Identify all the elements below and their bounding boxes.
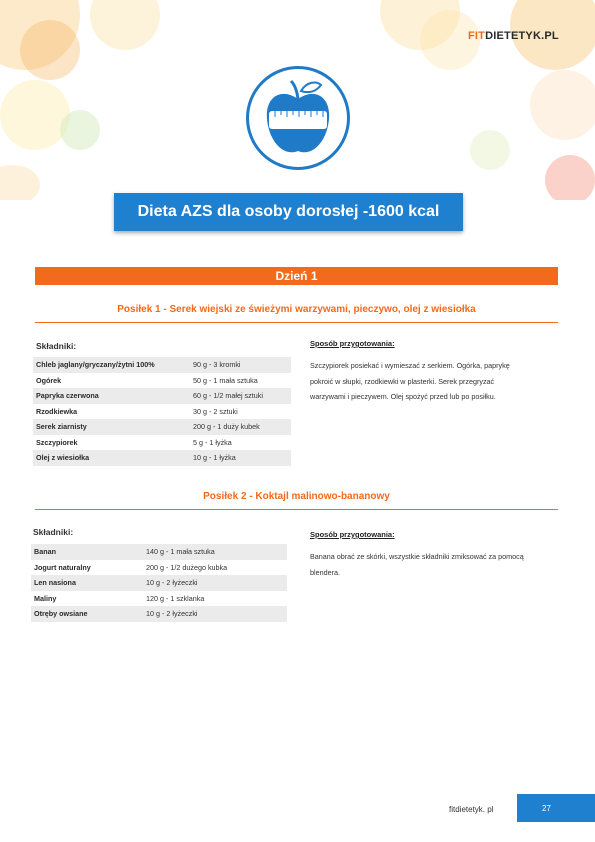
meal-2-ingredients-table: [31, 544, 287, 622]
ingredient-amount: 90 g - 3 kromki: [190, 357, 291, 373]
prep-line: pokroić w słupki, rzodkiewki w plasterki. Serek przegryzać: [310, 376, 495, 386]
apple-logo-icon: [246, 66, 350, 170]
prep-line: Banana obrać ze skórki, wszystkie składniki zmiksować za pomocą: [310, 552, 524, 561]
ingredient-name: Len nasiona: [31, 575, 143, 591]
prep-line: warzywami i pieczywem. Olej spożyć przed lub po posiłku.: [310, 392, 496, 401]
meal-2-prep-text: [310, 549, 562, 580]
ingredient-amount: 200 g - 1/2 dużego kubka: [146, 562, 228, 572]
ingredient-amount: 10 g - 2 łyżeczki: [143, 606, 287, 622]
ingredient-name: Banan: [31, 544, 143, 560]
meal-2-prep-label: Sposób przygotowania:: [310, 530, 395, 539]
ingredient-amount: 10 g - 2 łyżeczki: [143, 575, 287, 591]
meal-1-ingredients-table: [33, 357, 291, 466]
page-number: 27: [517, 794, 595, 822]
ingredient-amount: 140 g - 1 mała sztuka: [143, 544, 287, 560]
meal-1-ingredients-label: Składniki:: [36, 341, 77, 351]
meal-1-prep-label: Sposób przygotowania:: [310, 339, 395, 348]
table-row: [31, 591, 287, 607]
meal-2-divider: [35, 509, 558, 510]
ingredient-name: Rzodkiewka: [36, 406, 78, 416]
ingredient-amount: 200 g - 1 duży kubek: [190, 419, 291, 435]
brand-fit: FIT: [468, 30, 486, 42]
prep-line: blendera.: [310, 567, 340, 577]
table-row: [33, 357, 291, 373]
meal-1-prep-text: [310, 358, 558, 405]
table-row: [31, 560, 287, 576]
table-row: [33, 450, 291, 466]
table-row: [31, 544, 287, 560]
ingredient-name: Maliny: [34, 593, 57, 603]
ingredient-amount: 50 g - 1 mała sztuka: [193, 375, 258, 385]
ingredient-name: Jogurt naturalny: [34, 562, 91, 572]
ingredient-name: Papryka czerwona: [33, 388, 190, 404]
meal-2-ingredients-label: Składniki:: [33, 527, 74, 537]
table-row: [33, 404, 291, 420]
table-row: [31, 606, 287, 622]
meal-2-title: Posiłek 2 - Koktajl malinowo-bananowy: [203, 491, 390, 502]
table-row: [33, 419, 291, 435]
table-row: [33, 435, 291, 451]
ingredient-amount: 120 g - 1 szklanka: [146, 593, 205, 603]
brand-logo: [468, 30, 559, 42]
meal-1-title: Posiłek 1 - Serek wiejski ze świeżymi warzywami, pieczywo, olej z wiesiołka: [117, 304, 476, 315]
footer-site: fitdietetyk. pl: [449, 805, 494, 814]
table-row: [33, 388, 291, 404]
table-row: [33, 373, 291, 389]
ingredient-name: Otręby owsiane: [31, 606, 143, 622]
ingredient-amount: 5 g - 1 łyżka: [193, 437, 232, 447]
ingredient-amount: 30 g - 2 sztuki: [193, 406, 238, 416]
meal-1-divider: [35, 322, 558, 323]
ingredient-name: Serek ziarnisty: [33, 419, 190, 435]
table-row: [31, 575, 287, 591]
day-heading: Dzień 1: [35, 267, 558, 285]
diet-title: Dieta AZS dla osoby dorosłej -1600 kcal: [114, 193, 463, 231]
ingredient-amount: 10 g - 1 łyżka: [190, 450, 291, 466]
ingredient-name: Ogórek: [36, 375, 62, 385]
prep-line: Szczypiorek posiekać i wymieszać z serkiem. Ogórka, paprykę: [310, 361, 510, 370]
brand-rest: DIETETYK.PL: [485, 30, 559, 42]
ingredient-name: Chleb jaglany/gryczany/żytni 100%: [33, 357, 190, 373]
ingredient-name: Olej z wiesiołka: [33, 450, 190, 466]
ingredient-amount: 60 g - 1/2 małej sztuki: [190, 388, 291, 404]
ingredient-name: Szczypiorek: [36, 437, 78, 447]
